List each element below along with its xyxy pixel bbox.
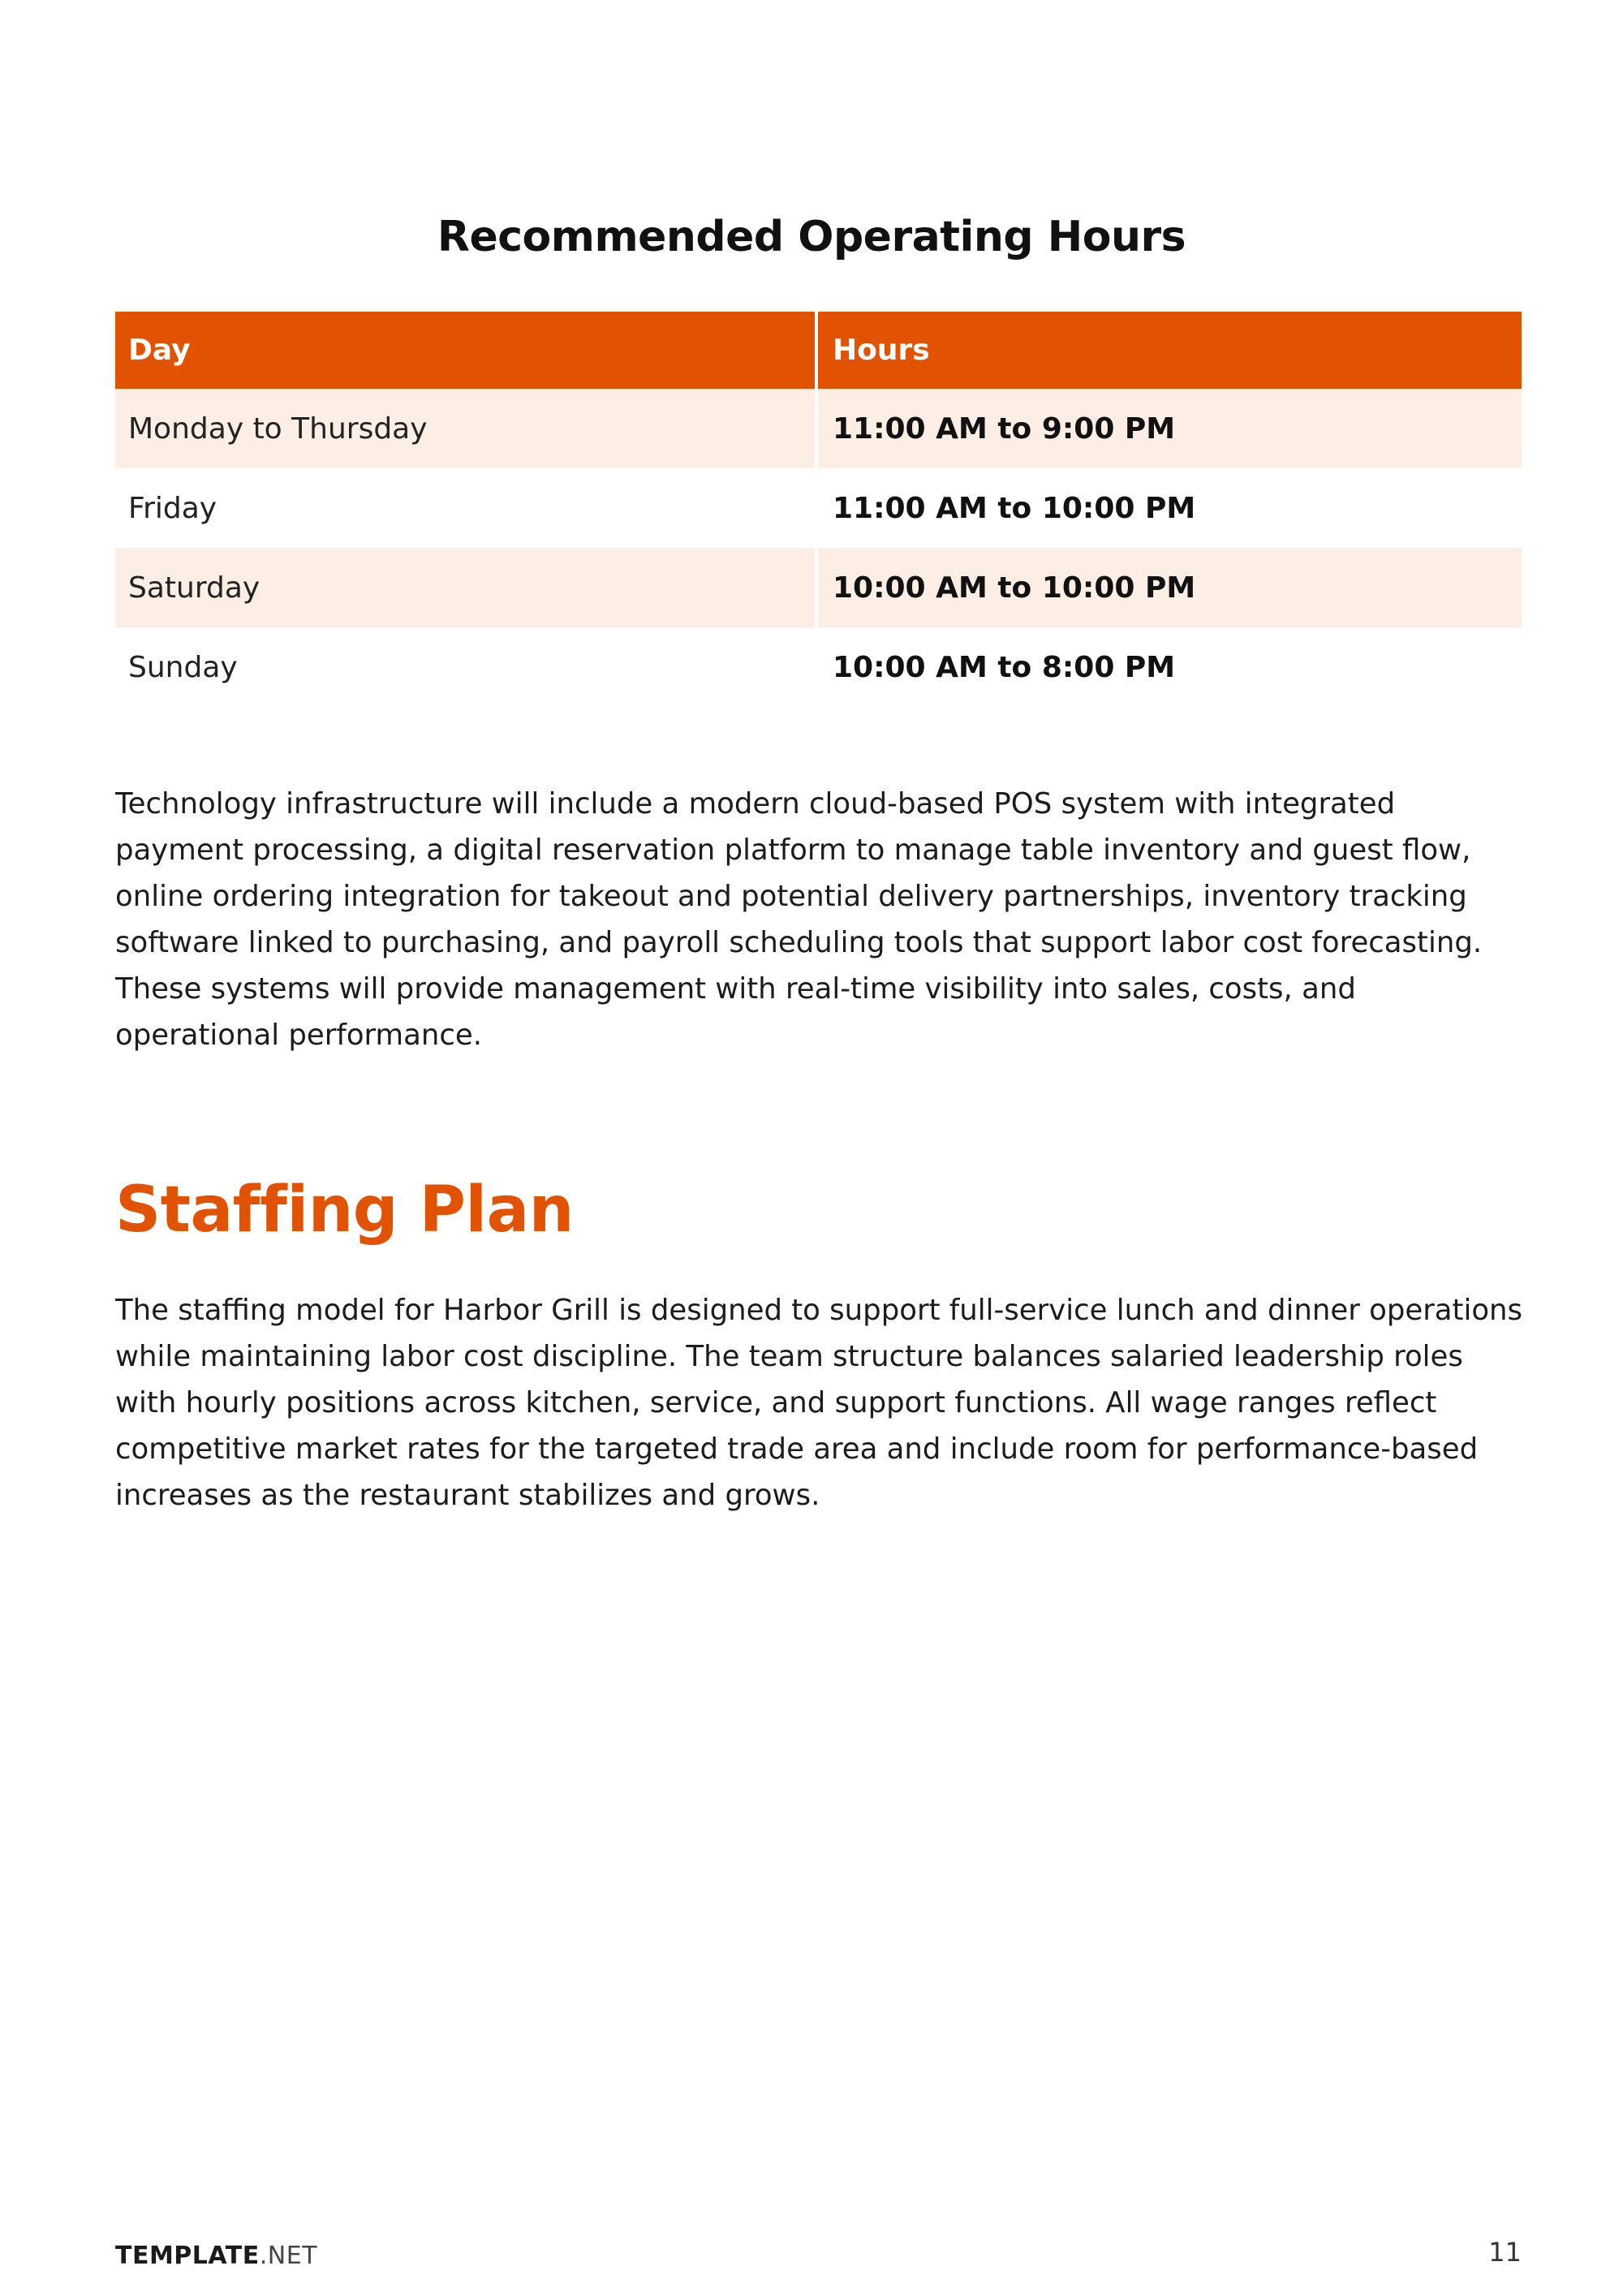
brand-name-suffix: .NET	[259, 2242, 318, 2270]
day-cell: Sunday	[115, 627, 816, 707]
footer-brand-logo	[115, 2242, 317, 2270]
column-header-hours: Hours	[816, 312, 1522, 389]
staffing-plan-heading: Staffing Plan	[115, 1174, 574, 1247]
table-title: Recommended Operating Hours	[437, 213, 1186, 261]
table-row	[115, 627, 1522, 707]
technology-paragraph: Technology infrastructure will include a modern cloud-based POS system with integrated payment processing, a digital reservation platform to manage table inventory and guest flow, online ordering integration for takeout and potential delivery partnerships, inventory tracking software linked to purchasing, and payroll scheduling tools that support labor cost forecasting. These systems will provide management with real-time visibility into sales, costs, and operational performance.	[115, 787, 1483, 1052]
hours-cell: 10:00 AM to 10:00 PM	[816, 548, 1522, 627]
table-row	[115, 468, 1522, 548]
day-cell: Friday	[115, 468, 816, 548]
table-header-row	[115, 312, 1522, 389]
table-row	[115, 548, 1522, 627]
day-cell: Saturday	[115, 548, 816, 627]
page-number: 11	[1488, 2237, 1522, 2268]
hours-cell: 11:00 AM to 9:00 PM	[816, 389, 1522, 468]
brand-name-bold: TEMPLATE	[115, 2242, 260, 2270]
table-row	[115, 389, 1522, 468]
hours-cell: 10:00 AM to 8:00 PM	[816, 627, 1522, 707]
staffing-paragraph: The staffing model for Harbor Grill is designed to support full-service lunch and dinner operations while maintaining labor cost discipline. The team structure balances salaried leadership roles with hourly positions across kitchen, service, and support functions. All wage ranges reflect competitive market rates for the targeted trade area and include room for performance-based increases as the restaurant stabilizes and grows.	[115, 1294, 1523, 1512]
hours-cell: 11:00 AM to 10:00 PM	[816, 468, 1522, 548]
day-cell: Monday to Thursday	[115, 389, 816, 468]
operating-hours-table	[115, 312, 1522, 707]
column-header-day: Day	[115, 312, 816, 389]
